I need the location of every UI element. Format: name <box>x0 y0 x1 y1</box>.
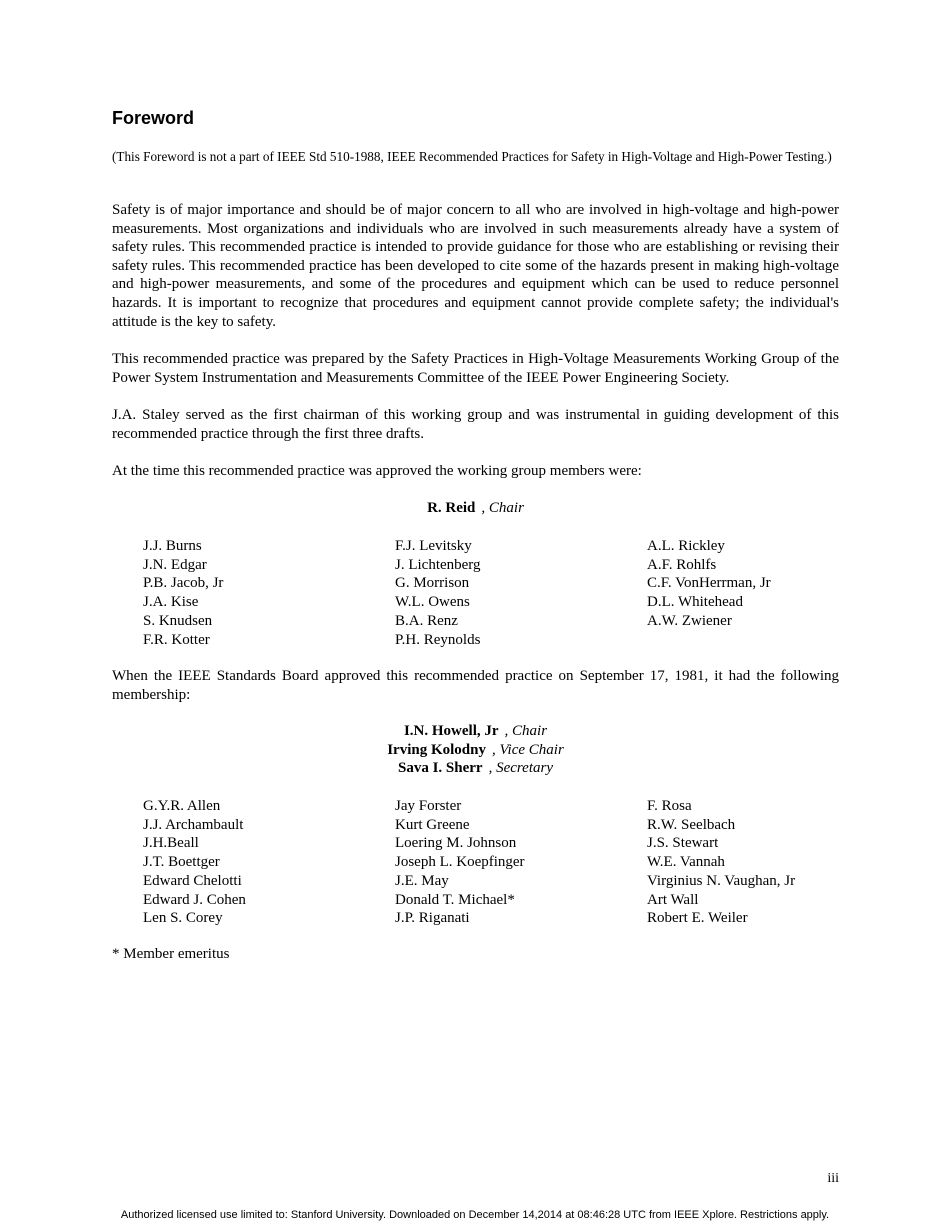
board-member-name: Joseph L. Koepfinger <box>395 854 525 871</box>
member-name: W.L. Owens <box>395 594 470 611</box>
board-member-name: Len S. Corey <box>143 910 223 927</box>
member-column-3 <box>647 537 771 631</box>
member-name: A.F. Rohlfs <box>647 556 717 573</box>
board-member-name: Virginius N. Vaughan, Jr <box>647 872 796 889</box>
member-name: A.L. Rickley <box>647 538 725 554</box>
paragraph-staley: J.A. Staley served as the first chairman of this working group and was instrumental in guiding development of this recommended practice through the first three drafts. <box>112 407 839 442</box>
officer-role: , Chair <box>504 723 548 739</box>
member-name: A.W. Zwiener <box>647 612 732 629</box>
paragraph-safety: Safety is of major importance and should be of major concern to all who are involved in high-voltage and high-power measurements. Most organizations and individuals who are involved in such measurements already have a system of safety rules. This recommended practice is intended to provide guidance for those who are establishing or revising their safety rules. This recommended practice has been developed to cite some of the hazards present in making high-voltage and high-power measurements, and some of the procedures and equipment which can be used to reduce personnel hazards. It is important to recognize that procedures and equipment cannot provide complete safety; the individual's attitude is the key to safety. <box>112 202 839 330</box>
footnote: * Member emeritus <box>112 946 230 962</box>
member-name: P.H. Reynolds <box>395 631 481 648</box>
officer-line <box>112 722 839 741</box>
board-member-name: F. Rosa <box>647 798 692 814</box>
board-member-name: Art Wall <box>647 891 699 908</box>
board-member-name: W.E. Vannah <box>647 854 725 871</box>
page-number: iii <box>827 1171 839 1186</box>
member-name: P.B. Jacob, Jr <box>143 575 224 592</box>
standards-board-officers <box>112 722 839 778</box>
member-name: F.R. Kotter <box>143 631 210 648</box>
board-member-name: Kurt Greene <box>395 816 470 833</box>
board-member-name: Edward Chelotti <box>143 872 242 889</box>
officer-line <box>112 499 839 518</box>
board-member-name: J.P. Riganati <box>395 910 470 927</box>
board-member-name: Robert E. Weiler <box>647 910 748 927</box>
board-member-name: J.E. May <box>395 872 449 889</box>
board-member-name: J.S. Stewart <box>647 835 719 852</box>
paragraph-standards-board: When the IEEE Standards Board approved this recommended practice on September 17, 1981, it had the following membership: <box>112 668 839 703</box>
board-member-name: Loering M. Johnson <box>395 835 517 852</box>
officer-role: , Secretary <box>488 760 553 777</box>
member-name: J.A. Kise <box>143 594 199 611</box>
officer-name: Sava I. Sherr <box>397 760 483 777</box>
board-column-2 <box>395 797 525 928</box>
board-member-name: J.T. Boettger <box>143 854 220 871</box>
officer-name: R. Reid <box>427 500 476 516</box>
board-column-1 <box>143 797 246 928</box>
member-column-1 <box>143 537 223 649</box>
license-notice: Authorized licensed use limited to: Stanford University. Downloaded on December 14,2014 at 08:46:28 UTC from IEEE Xplore. Restrictions apply. <box>120 1209 830 1221</box>
board-member-name: J.H.Beall <box>143 835 199 852</box>
page-title: Foreword <box>112 108 195 128</box>
paragraph-wg-intro: At the time this recommended practice was approved the working group members were: <box>112 463 642 479</box>
officer-name: I.N. Howell, Jr <box>403 723 499 739</box>
officer-role: , Chair <box>481 500 524 516</box>
officer-line <box>112 741 839 760</box>
member-name: J. Lichtenberg <box>395 556 481 573</box>
working-group-chair <box>112 499 839 518</box>
board-member-name: Edward J. Cohen <box>143 891 246 908</box>
board-member-name: Donald T. Michael* <box>395 891 515 908</box>
member-name: B.A. Renz <box>395 612 458 629</box>
board-member-name: G.Y.R. Allen <box>143 798 221 814</box>
paragraph-prepared-by: This recommended practice was prepared by the Safety Practices in High-Voltage Measurements Working Group of the Power System Instrumentation and Measurements Committee of the IEEE Power Engineering Society. <box>112 351 839 386</box>
member-name: G. Morrison <box>395 575 470 592</box>
foreword-note: (This Foreword is not a part of IEEE Std 510-1988, IEEE Recommended Practices for Safety in High-Voltage and High-Power Testing.) <box>112 149 832 164</box>
member-name: S. Knudsen <box>143 612 213 629</box>
officer-name: Irving Kolodny <box>387 741 486 758</box>
member-column-2 <box>395 537 481 649</box>
officer-line <box>112 759 839 778</box>
officer-role: , Vice Chair <box>491 741 564 758</box>
board-member-name: J.J. Archambault <box>143 816 244 833</box>
member-name: F.J. Levitsky <box>395 538 472 554</box>
board-member-name: R.W. Seelbach <box>647 816 736 833</box>
member-name: J.J. Burns <box>143 538 202 554</box>
member-name: C.F. VonHerrman, Jr <box>647 575 771 592</box>
member-name: D.L. Whitehead <box>647 594 743 611</box>
member-name: J.N. Edgar <box>143 556 207 573</box>
board-column-3 <box>647 797 795 928</box>
board-member-name: Jay Forster <box>395 798 462 814</box>
